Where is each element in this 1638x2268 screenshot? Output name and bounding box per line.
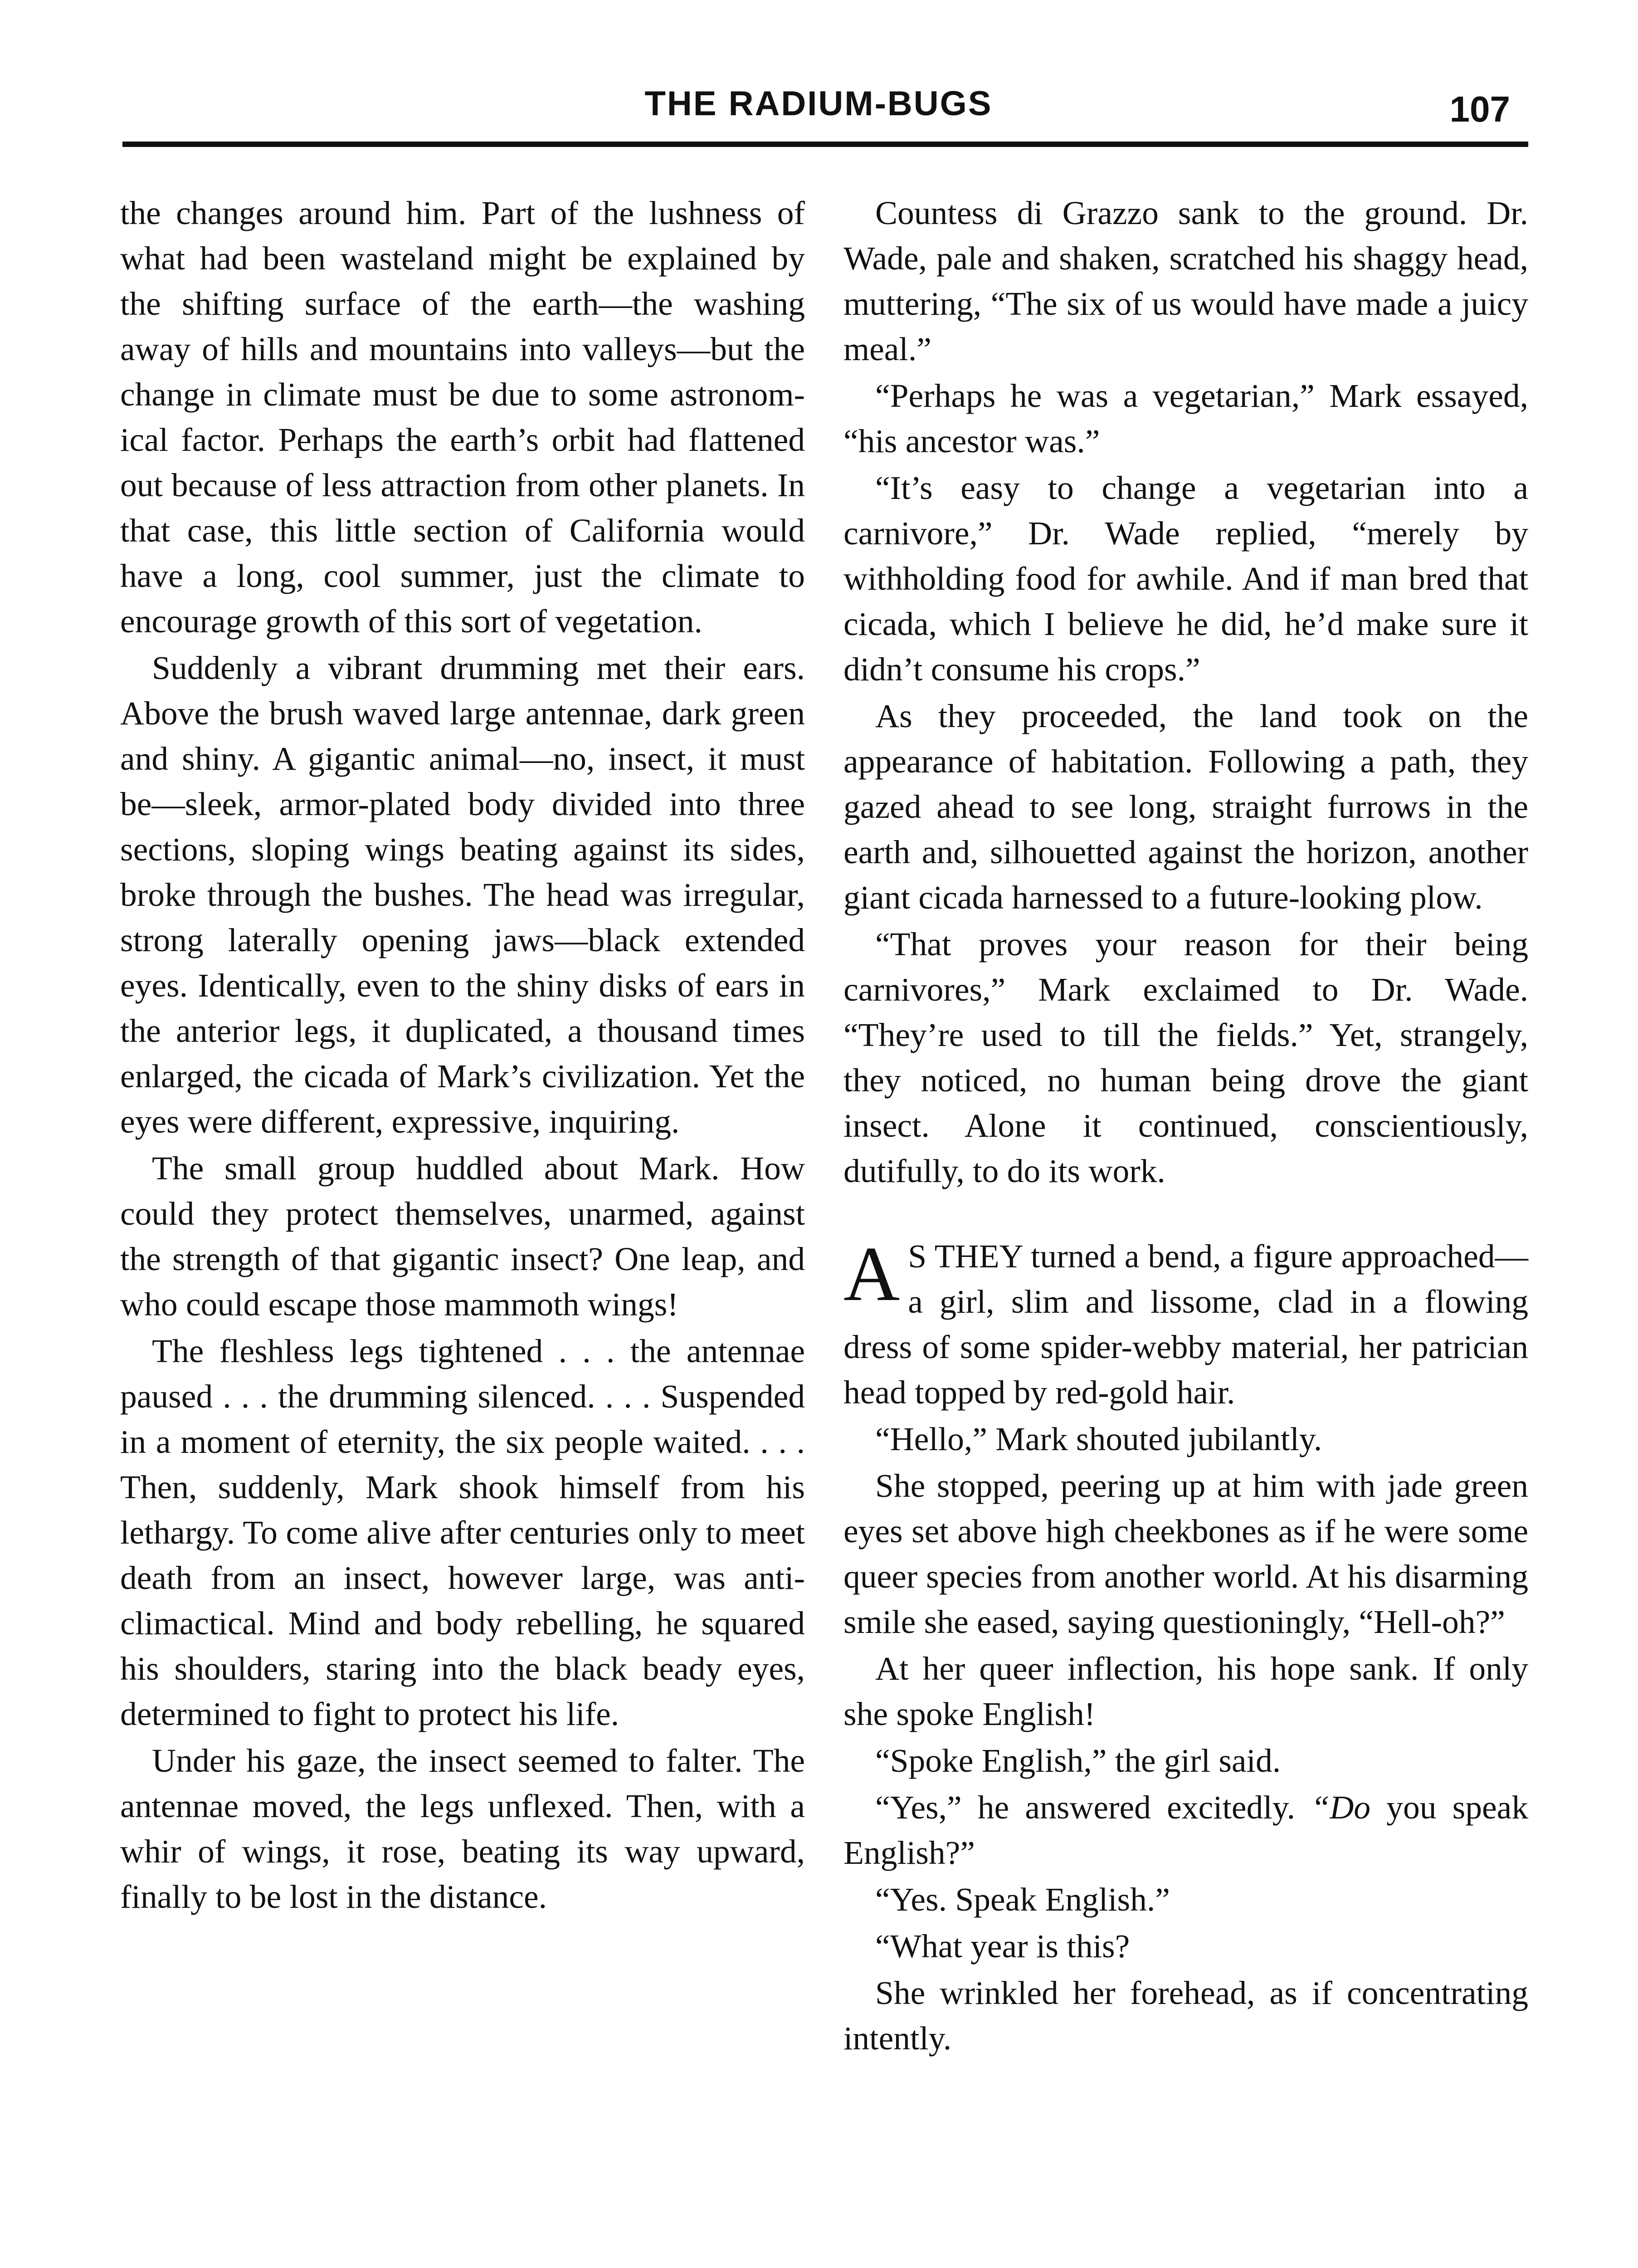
paragraph: At her queer inflection, his hope sank. If only she spoke English!: [843, 1650, 1528, 1732]
running-title: THE RADIUM-BUGS: [644, 84, 993, 123]
right-column: [843, 191, 1528, 2063]
page-header: [122, 84, 1515, 143]
page-number: 107: [1449, 89, 1510, 129]
paragraph: “Hello,” Mark shouted jubilantly.: [875, 1421, 1322, 1457]
left-column: [120, 191, 805, 1921]
drop-paragraph-text: S THEY turned a bend, a figure approached—a girl, slim and lissome, clad in a flowing dress of some spider-webby material, her patrician head topped by red-gold hair.: [843, 1238, 1528, 1411]
paragraph: She stopped, peering up at him with jade green eyes set above high cheekbones as if he were some queer species from another world. At his disarming smile she eased, saying questioningly, “Hell-oh?”: [843, 1467, 1528, 1640]
paragraph: Under his gaze, the insect seemed to falter. The antennae moved, the legs unflexed. Then, with a whir of wings, it rose, beating its way upward, finally to be lost in the distance.: [120, 1742, 805, 1915]
paragraph: She wrinkled her forehead, as if concentrating intently.: [843, 1975, 1528, 2057]
paragraph: “Yes. Speak English.”: [875, 1881, 1170, 1918]
paragraph: “Perhaps he was a vegetarian,” Mark essayed, “his ancestor was.”: [843, 377, 1528, 459]
text-run: you speak English?”: [843, 1789, 1528, 1871]
paragraph: [843, 1785, 1528, 1876]
paragraph: “Spoke English,” the girl said.: [875, 1742, 1281, 1779]
italic-text: “Do: [1311, 1789, 1370, 1826]
header-rule: [122, 142, 1528, 147]
paragraph: Countess di Grazzo sank to the ground. Dr. Wade, pale and shaken, scratched his shaggy head, muttering, “The six of us would have made a juicy meal.”: [843, 195, 1528, 367]
text-run: “Yes,” he answered excitedly.: [875, 1789, 1311, 1826]
paragraph: Suddenly a vibrant drumming met their ears. Above the brush waved large antennae, dark green and shiny. A gigantic animal—no, insect, it must be—sleek, armor-plated body divided into three sections, sloping wings beating against its sides, broke through the bushes. The head was irregular, strong laterally opening jaws—black extended eyes. Identically, even to the shiny disks of ears in the anterior legs, it duplicated, a thousand times enlarged, the cicada of Mark’s civilization. Yet the eyes were different, expressive, inquiring.: [120, 650, 805, 1140]
paragraph: “What year is this?: [875, 1928, 1130, 1965]
paragraph: The fleshless legs tightened . . . the antennae paused . . . the drumming silenced. . . . Suspended in a moment of eternity, the six people waited. . . . Then, suddenly, Mark shook himself from his lethargy. To come alive after centuries only to meet death from an insect, however large, was anti-climactical. Mind and body rebelling, he squared his shoulders, staring into the black beady eyes, determined to fight to protect his life.: [120, 1333, 805, 1732]
section-opening-paragraph: [843, 1231, 1528, 1415]
paragraph: “It’s easy to change a vegetarian into a carnivore,” Dr. Wade replied, “merely by withholding food for awhile. And if man bred that cicada, which I believe he did, he’d make sure it didn’t consume his crops.”: [843, 469, 1528, 688]
paragraph: The small group huddled about Mark. How could they protect themselves, unarmed, against the strength of that gigantic insect? One leap, and who could escape those mammoth wings!: [120, 1150, 805, 1323]
paragraph: As they proceeded, the land took on the appearance of habitation. Following a path, they gazed ahead to see long, straight furrows in the earth and, silhouetted against the horizon, another giant cicada harnessed to a future-looking plow.: [843, 698, 1528, 916]
drop-cap: A: [843, 1231, 900, 1317]
paragraph: the changes around him. Part of the lushness of what had been wasteland might be explained by the shifting surface of the earth—the washing away of hills and mountains into valleys—but the change in climate must be due to some astronomical factor. Perhaps the earth’s orbit had flattened out because of less attraction from other planets. In that case, this little section of California would have a long, cool summer, just the climate to encourage growth of this sort of vegetation.: [120, 195, 805, 640]
paragraph: “That proves your reason for their being carnivores,” Mark exclaimed to Dr. Wade. “They’re used to till the fields.” Yet, strangely, they noticed, no human being drove the giant insect. Alone it continued, conscientiously, dutifully, to do its work.: [843, 926, 1528, 1189]
